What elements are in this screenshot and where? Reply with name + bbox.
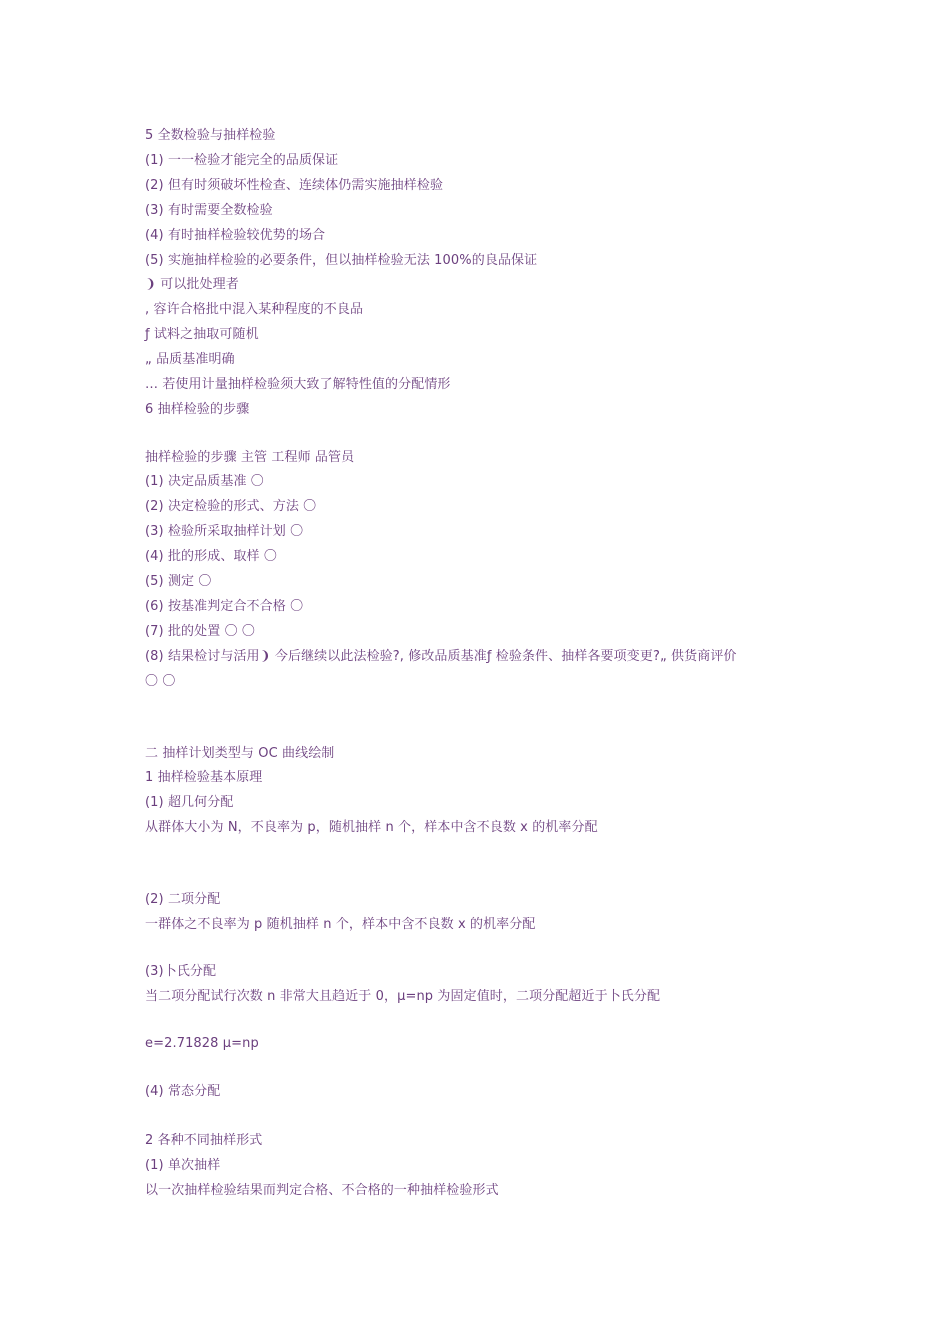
text-line: (4) 有时抽样检验较优势的场合	[145, 228, 326, 243]
text-line: (6) 按基准判定合不合格 〇	[145, 599, 304, 614]
text-line: (4) 常态分配	[145, 1084, 221, 1099]
text-line: (7) 批的处置 〇 〇	[145, 624, 256, 639]
text-line: ❩ 可以批处理者	[145, 277, 239, 292]
formula-line: e=2.71828 μ=np	[145, 1036, 259, 1051]
section-heading: 5 全数检验与抽样检验	[145, 128, 276, 143]
text-line: 从群体大小为 N，不良率为 p，随机抽样 n 个，样本中含不良数 x 的机率分配	[145, 820, 598, 835]
text-line: (5) 测定 〇	[145, 574, 212, 589]
text-line: (2) 决定检验的形式、方法 〇	[145, 499, 317, 514]
text-line: (2) 二项分配	[145, 892, 221, 907]
section-heading: 2 各种不同抽样形式	[145, 1133, 263, 1148]
text-line: (1) 超几何分配	[145, 795, 234, 810]
section-heading: 6 抽样检验的步骤	[145, 402, 250, 417]
text-line: (2) 但有时须破坏性检查、连续体仍需实施抽样检验	[145, 178, 444, 193]
table-header-line: 抽样检验的步骤 主管 工程师 品管员	[145, 450, 355, 465]
text-line: 当二项分配试行次数 n 非常大且趋近于 0，μ=np 为固定值时，二项分配超近于卜氏分配	[145, 989, 661, 1004]
section-heading: 1 抽样检验基本原理	[145, 770, 263, 785]
text-line: 以一次抽样检验结果而判定合格、不合格的一种抽样检验形式	[145, 1183, 499, 1198]
text-line: … 若使用计量抽样检验须大致了解特性值的分配情形	[145, 377, 451, 392]
text-line: (1) 一一检验才能完全的品质保证	[145, 153, 339, 168]
text-line: (1) 决定品质基准 〇	[145, 474, 264, 489]
text-line: (4) 批的形成、取样 〇	[145, 549, 277, 564]
text-line: ƒ 试料之抽取可随机	[145, 327, 259, 342]
text-line: (1) 单次抽样	[145, 1158, 221, 1173]
text-line: , 容许合格批中混入某种程度的不良品	[145, 302, 364, 317]
text-line: (8) 结果检讨与活用❩ 今后继续以此法检验?, 修改品质基准ƒ 检验条件、抽样各要项变更?„ 供货商评价	[145, 649, 737, 664]
text-line: (3) 检验所采取抽样计划 〇	[145, 524, 304, 539]
text-line: „ 品质基准明确	[145, 352, 235, 367]
text-line: (5) 实施抽样检验的必要条件，但以抽样检验无法 100%的良品保证	[145, 253, 538, 268]
text-line: 〇 〇	[145, 674, 176, 689]
text-line: (3)卜氏分配	[145, 964, 217, 979]
section-heading: 二 抽样计划类型与 OC 曲线绘制	[145, 746, 335, 761]
text-line: 一群体之不良率为 p 随机抽样 n 个，样本中含不良数 x 的机率分配	[145, 917, 536, 932]
text-line: (3) 有时需要全数检验	[145, 203, 273, 218]
